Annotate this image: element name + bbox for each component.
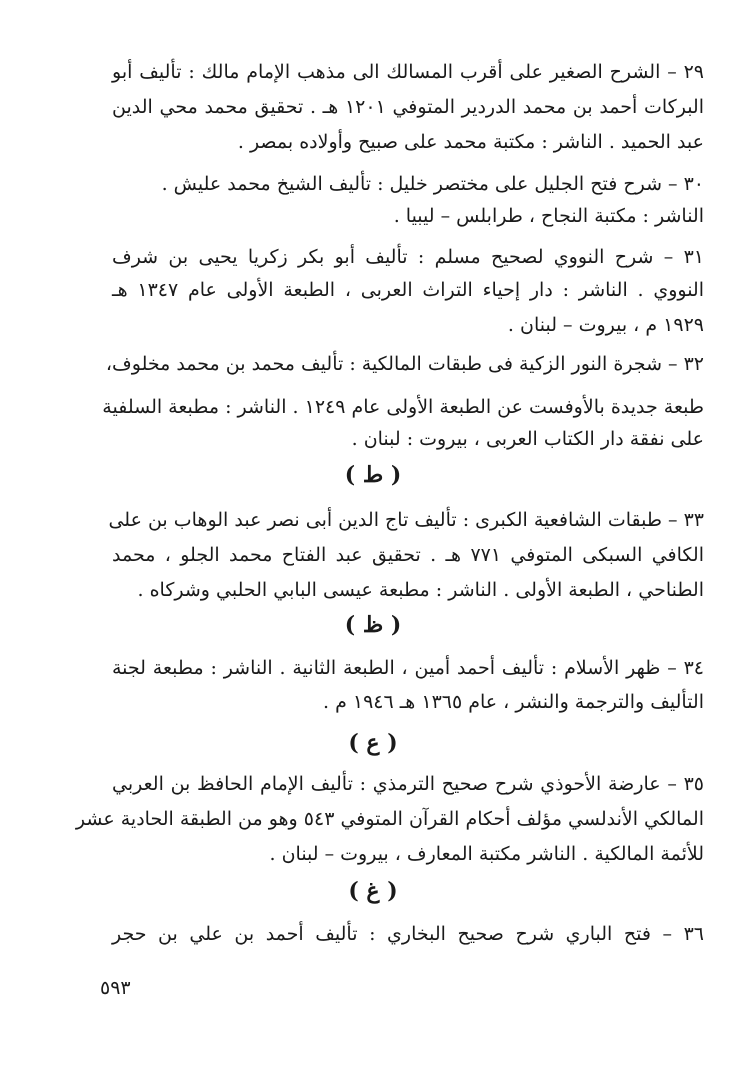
entry-32-line-2: طبعة جديدة بالأوفست عن الطبعة الأولى عام ١٢٤٩ . الناشر : مطبعة السلفية <box>102 396 704 418</box>
entry-32-line-3: على نفقة دار الكتاب العربى ، بيروت : لبنان . <box>351 428 704 450</box>
entry-30-line-2: الناشر : مكتبة النجاح ، طرابلس – ليبيا . <box>393 205 704 227</box>
page-number: ٥٩٣ <box>100 977 131 999</box>
section-heading-ain: ( ع ) <box>348 730 398 756</box>
entry-35-line-1: ٣٥ – عارضة الأحوذي شرح صحيح الترمذي : تأليف الإمام الحافظ بن العربي <box>112 773 704 795</box>
section-heading-ghain: ( غ ) <box>348 878 398 904</box>
entry-29-line-3: عبد الحميد . الناشر : مكتبة محمد على صبيح وأولاده بمصر . <box>237 131 704 153</box>
entry-34-line-2: التأليف والترجمة والنشر ، عام ١٣٦٥ هـ ١٩٤٦ م . <box>322 691 704 713</box>
entry-33-line-3: الطناحي ، الطبعة الأولى . الناشر : مطبعة عيسى البابي الحلبي وشركاه . <box>137 579 704 601</box>
entry-31-line-2: النووي . الناشر : دار إحياء التراث العربى ، الطبعة الأولى عام ١٣٤٧ هـ <box>112 279 704 301</box>
entry-29-line-1: ٢٩ – الشرح الصغير على أقرب المسالك الى مذهب الإمام مالك : تأليف أبو <box>112 61 704 83</box>
entry-30-line-1: ٣٠ – شرح فتح الجليل على مختصر خليل : تأليف الشيخ محمد عليش . <box>161 173 704 195</box>
entry-33-line-1: ٣٣ – طبقات الشافعية الكبرى : تأليف تاج الدين أبى نصر عبد الوهاب بن على <box>108 509 704 531</box>
section-heading-ta: ( ط ) <box>344 462 402 488</box>
entry-35-line-3: للأئمة المالكية . الناشر مكتبة المعارف ، بيروت – لبنان . <box>269 843 704 865</box>
entry-32-line-1: ٣٢ – شجرة النور الزكية فى طبقات المالكية : تأليف محمد بن محمد مخلوف، <box>105 353 704 375</box>
section-heading-za: ( ظ ) <box>344 612 402 638</box>
entry-31-line-1: ٣١ – شرح النووي لصحيح مسلم : تأليف أبو بكر زكريا يحيى بن شرف <box>112 246 704 268</box>
entry-31-line-3: ١٩٢٩ م ، بيروت – لبنان . <box>507 314 704 336</box>
entry-36-line-1: ٣٦ – فتح الباري شرح صحيح البخاري : تأليف أحمد بن علي بن حجر <box>112 923 704 945</box>
entry-34-line-1: ٣٤ – ظهر الأسلام : تأليف أحمد أمين ، الطبعة الثانية . الناشر : مطبعة لجنة <box>112 657 704 679</box>
entry-35-line-2: المالكي الأندلسي مؤلف أحكام القرآن المتوفي ٥٤٣ وهو من الطبقة الحادية عشر <box>75 808 704 830</box>
entry-33-line-2: الكافي السبكى المتوفي ٧٧١ هـ . تحقيق عبد الفتاح محمد الجلو ، محمد <box>112 544 704 566</box>
entry-29-line-2: البركات أحمد بن محمد الدردير المتوفي ١٢٠١ هـ . تحقيق محمد محي الدين <box>112 96 704 118</box>
